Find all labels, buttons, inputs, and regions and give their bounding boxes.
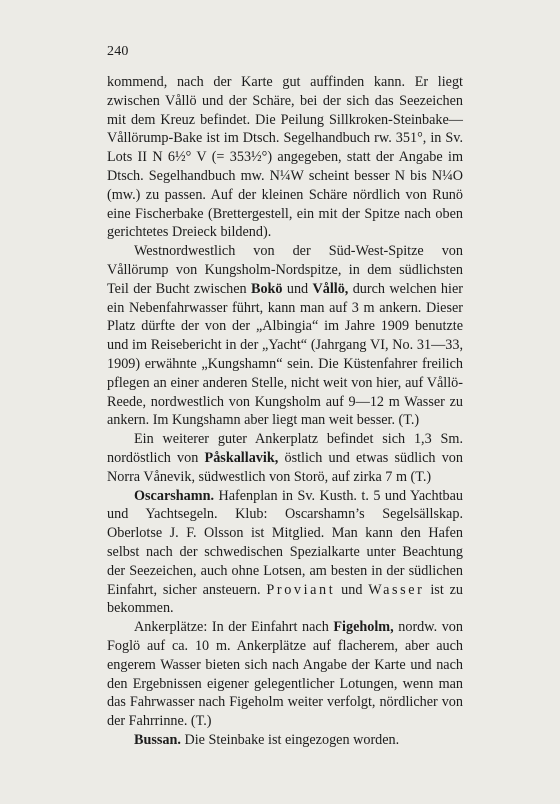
bold-place-name: Vållö, <box>312 280 349 297</box>
text-run: nordw. von Foglö auf ca. 10 m. Ankerplätze auf flacherem, aber auch engerem Wasser bieten sich nach Angabe der Karte und nach den Ergebnissen eigener gelegentlicher Lotungen, wenn man das Fahrwasser nach Figeholm weiter verfolgt, nördlicher von der Fahrrinne. (T.) <box>107 619 463 730</box>
page-number: 240 <box>107 44 129 59</box>
body-text <box>107 73 463 750</box>
text-run: Westnordwestlich von der Süd-West-Spitze von Vållörump von Kungsholm-Nordspitze, in dem südlichsten Teil der Bucht zwischen <box>107 243 463 297</box>
text-run: ist zu bekommen. <box>107 581 464 617</box>
bold-place-name: Påskallavik, <box>204 449 279 466</box>
text-run: und <box>282 280 313 297</box>
paragraph <box>107 430 463 486</box>
text-run: kommend, nach der Karte gut auffinden kann. Er liegt zwischen Vållö und der Schäre, bei der sich das Seezeichen mit dem Kreuz befindet. Die Peilung Sillkroken-Steinbake—Vållörump-Bake ist im Dtsch. Segelhandbuch rw. 351°, in Sv. Lots II N 6½° V (= 353½°) angegeben, statt der Angabe im Dtsch. Segelhandbuch mw. N¼W scheint besser N bis N¼O (mw.) zu passen. Auf der kleinen Schäre nördlich von Runö eine Fischerbake (Brettergestell, ein mit der Spitze nach oben gerichtetes Dreieck bildend). <box>107 74 463 241</box>
text-run: östlich und etwas südlich von Norra Vånevik, südwestlich von Storö, auf zirka 7 m (T.) <box>107 449 463 485</box>
paragraph <box>107 731 463 750</box>
text-run: durch welchen hier ein Nebenfahrwasser führt, kann man auf 3 m ankern. Dieser Platz dürfte der von der „Albingia“ im Jahre 1909 benutzte und im Reisebericht in der „Yacht“ (Jahrgang VI, No. 31—33, 1909) erwähnte „Kungshamn“ sein. Die Küstenfahrer freilich pflegen an einer anderen Stelle, nicht weit von hier, auf Vållö-Reede, nordwestlich von Kungsholm auf 9—12 m Wasser zu ankern. Im Kungshamn aber liegt man weit besser. (T.) <box>107 280 463 429</box>
paragraph <box>107 618 463 731</box>
paragraph <box>107 73 463 242</box>
text-run: Die Steinbake ist eingezogen worden. <box>180 731 400 748</box>
spaced-emphasis: Proviant <box>266 581 336 598</box>
text-run: und <box>335 581 369 598</box>
text-run: Ein weiterer guter Ankerplatz befindet sich 1,3 Sm. nordöstlich von <box>107 431 463 466</box>
spaced-emphasis: Wasser <box>368 581 425 598</box>
text-run: Hafenplan in Sv. Kusth. t. 5 und Yachtbau und Yachtsegeln. Klub: Oscarshamn’s Segelsällskap. Oberlotse J. F. Olsson ist Mitglied. Man kann den Hafen selbst nach der schwedischen Spezialkarte unter Beachtung der Seezeichen, auch ohne Lotsen, am besten in der südlichen Einfahrt, sicher ansteuern. <box>107 487 463 598</box>
text-run: Ankerplätze: In der Einfahrt nach <box>134 619 334 636</box>
bold-place-name: Bussan. <box>134 731 181 748</box>
paragraph <box>107 487 463 619</box>
bold-place-name: Bokö <box>250 280 283 297</box>
paragraph <box>107 242 463 430</box>
bold-place-name: Figeholm, <box>333 619 394 636</box>
bold-place-name: Oscarshamn. <box>134 487 215 504</box>
